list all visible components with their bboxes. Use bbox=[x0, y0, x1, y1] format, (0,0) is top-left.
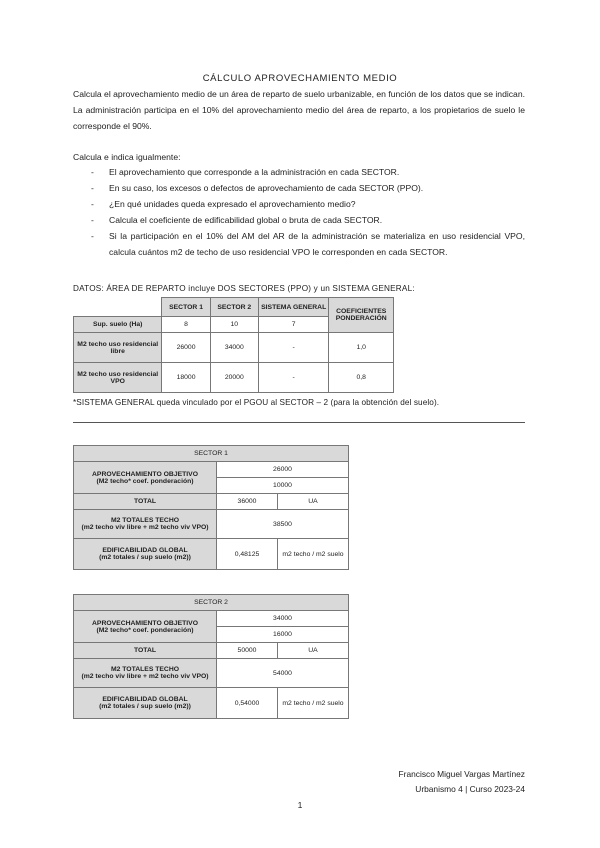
sector-title: SECTOR 2 bbox=[74, 595, 349, 611]
data-table bbox=[73, 297, 394, 393]
header-sistema-general: SISTEMA GENERAL bbox=[258, 298, 329, 317]
edif-unit: m2 techo / m2 suelo bbox=[278, 539, 349, 570]
total-label: TOTAL bbox=[74, 643, 217, 659]
total-unit: UA bbox=[278, 643, 349, 659]
table-cell: 1,0 bbox=[329, 333, 394, 363]
edif-label: EDIFICABILIDAD GLOBAL (m2 totales / sup suelo (m2)) bbox=[74, 539, 217, 570]
task-list bbox=[73, 164, 525, 260]
row-label: M2 techo uso residencial libre bbox=[74, 333, 162, 363]
table-cell: 26000 bbox=[162, 333, 210, 363]
course-info: Urbanismo 4 | Curso 2023-24 bbox=[415, 784, 525, 794]
table-cell: 26000 bbox=[217, 462, 349, 478]
list-item: - El aprovechamiento que corresponde a la administración en cada SECTOR. bbox=[91, 167, 400, 177]
header-coeficientes: COEFICIENTES PONDERACIÓN bbox=[329, 298, 394, 333]
row-label: M2 techo uso residencial VPO bbox=[74, 363, 162, 393]
table-cell: 8 bbox=[162, 317, 210, 333]
table-cell: 34000 bbox=[217, 611, 349, 627]
edif-value: 0,54000 bbox=[217, 688, 278, 719]
page-number: 1 bbox=[297, 800, 303, 810]
sector-title: SECTOR 1 bbox=[74, 446, 349, 462]
total-value: 50000 bbox=[217, 643, 278, 659]
total-unit: UA bbox=[278, 494, 349, 510]
header-sector2: SECTOR 2 bbox=[210, 298, 258, 317]
calc-intro: Calcula e indica igualmente: bbox=[73, 152, 181, 162]
table-cell: 0,8 bbox=[329, 363, 394, 393]
datos-heading: DATOS: ÁREA DE REPARTO incluye DOS SECTORES (PPO) y un SISTEMA GENERAL: bbox=[73, 284, 415, 293]
aprov-label: APROVECHAMIENTO OBJETIVO (M2 techo* coef. ponderación) bbox=[74, 462, 217, 494]
list-item: - En su caso, los excesos o defectos de aprovechamiento de cada SECTOR (PPO). bbox=[91, 183, 424, 193]
note-text: *SISTEMA GENERAL queda vinculado por el PGOU al SECTOR – 2 (para la obtención del suelo). bbox=[73, 398, 440, 407]
header-sector1: SECTOR 1 bbox=[162, 298, 210, 317]
table-cell: 10 bbox=[210, 317, 258, 333]
intro-paragraph: Calcula el aprovechamiento medio de un área de reparto de suelo urbanizable, en función de los datos que se indican. La administración participa en el 10% del aprovechamiento medio del área de reparto, a los propietarios de suelo le corresponde el 90%. bbox=[73, 89, 525, 131]
edif-value: 0,48125 bbox=[217, 539, 278, 570]
divider bbox=[73, 422, 525, 423]
total-label: TOTAL bbox=[74, 494, 217, 510]
table-cell: 10000 bbox=[217, 478, 349, 494]
row-label: Sup. suelo (Ha) bbox=[74, 317, 162, 333]
table-cell: 18000 bbox=[162, 363, 210, 393]
m2-label: M2 TOTALES TECHO (m2 techo viv libre + m2 techo viv VPO) bbox=[74, 510, 217, 539]
table-cell: 34000 bbox=[210, 333, 258, 363]
table-cell: 7 bbox=[258, 317, 329, 333]
sector1-table bbox=[73, 445, 349, 570]
page-title: CÁLCULO APROVECHAMIENTO MEDIO bbox=[202, 73, 398, 84]
m2-value: 38500 bbox=[217, 510, 349, 539]
edif-label: EDIFICABILIDAD GLOBAL (m2 totales / sup suelo (m2)) bbox=[74, 688, 217, 719]
table-cell: 20000 bbox=[210, 363, 258, 393]
list-item: - ¿En qué unidades queda expresado el aprovechamiento medio? bbox=[91, 199, 356, 209]
total-value: 36000 bbox=[217, 494, 278, 510]
sector2-table bbox=[73, 594, 349, 719]
m2-value: 54000 bbox=[217, 659, 349, 688]
m2-label: M2 TOTALES TECHO (m2 techo viv libre + m2 techo viv VPO) bbox=[74, 659, 217, 688]
aprov-label: APROVECHAMIENTO OBJETIVO (M2 techo* coef. ponderación) bbox=[74, 611, 217, 643]
list-item: - Calcula el coeficiente de edificabilidad global o bruta de cada SECTOR. bbox=[91, 215, 383, 225]
edif-unit: m2 techo / m2 suelo bbox=[278, 688, 349, 719]
empty-corner bbox=[74, 298, 162, 317]
table-cell: - bbox=[258, 333, 329, 363]
table-cell: 16000 bbox=[217, 627, 349, 643]
table-cell: - bbox=[258, 363, 329, 393]
author-name: Francisco Miguel Vargas Martínez bbox=[398, 769, 525, 779]
list-item: - Si la participación en el 10% del AM del AR de la administración se materializa en uso residencial VPO, calcula cuántos m2 de techo de uso residencial VPO le corresponden en cada SECTOR. bbox=[91, 231, 525, 257]
